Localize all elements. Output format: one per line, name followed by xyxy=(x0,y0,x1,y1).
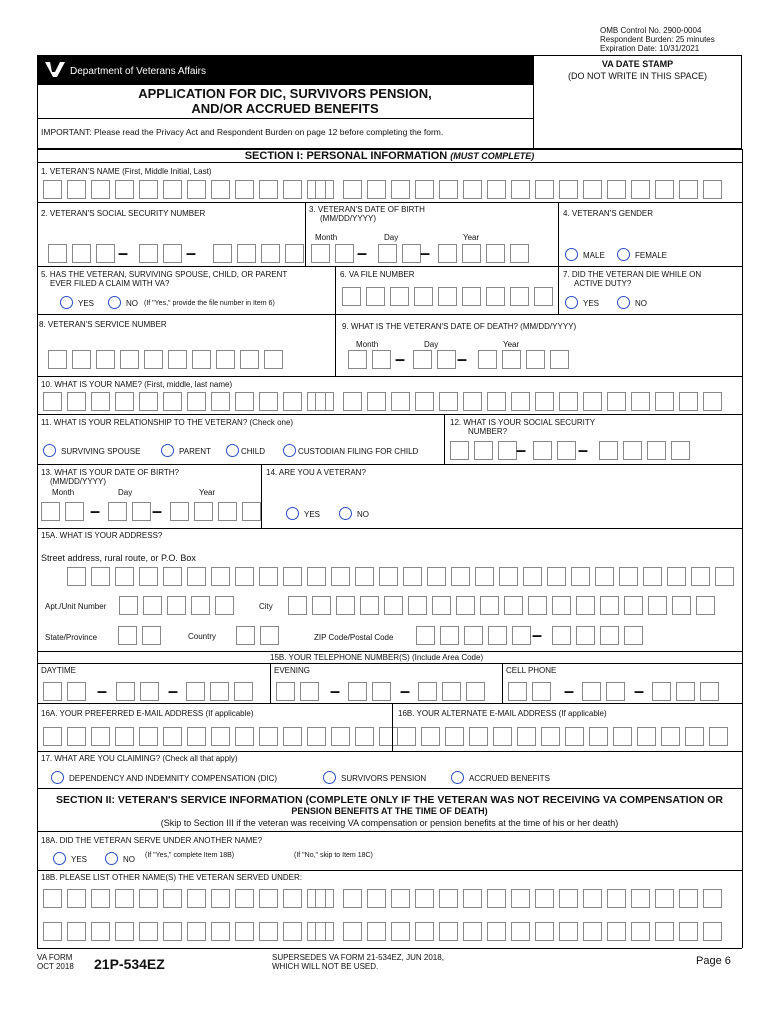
cdob-year-label: Year xyxy=(199,488,216,497)
item14-label: 14. ARE YOU A VETERAN? xyxy=(266,468,366,477)
item3-format: (MM/DD/YYYY) xyxy=(320,214,376,223)
claim-dic-checkbox[interactable] xyxy=(51,771,64,784)
daytime-phone-prefix[interactable] xyxy=(116,682,164,701)
claimant-dob-day[interactable] xyxy=(108,502,156,521)
claimant-first-name-field[interactable] xyxy=(43,392,331,411)
va-file-number-field[interactable] xyxy=(342,287,558,306)
item18a-yes-note: (If "Yes," complete Item 18B) xyxy=(145,852,235,859)
va-seal-icon xyxy=(44,60,66,78)
item17-label: 17. WHAT ARE YOU CLAIMING? (Check all that apply) xyxy=(41,754,238,763)
item16b-label: 16B. YOUR ALTERNATE E-MAIL ADDRESS (If applicable) xyxy=(398,709,607,718)
filed-claim-yes-label: YES xyxy=(78,299,95,308)
claimant-ssn-part1[interactable] xyxy=(450,441,522,460)
active-duty-no-radio[interactable] xyxy=(617,296,630,309)
claim-pension-checkbox[interactable] xyxy=(323,771,336,784)
claim-accrued-checkbox[interactable] xyxy=(451,771,464,784)
item18a-no-note: (If "No," skip to Item 18C) xyxy=(294,852,373,859)
cell-label: CELL PHONE xyxy=(506,666,557,675)
claimant-dob-year[interactable] xyxy=(170,502,266,521)
veteran-middle-initial-field[interactable] xyxy=(315,180,339,199)
claim-dic-label: DEPENDENCY AND INDEMNITY COMPENSATION (DIC) xyxy=(69,774,278,783)
veteran-dod-day[interactable] xyxy=(413,350,461,369)
item16a-label: 16A. YOUR PREFERRED E-MAIL ADDRESS (If applicable) xyxy=(41,709,254,718)
item8-label: 8. VETERAN'S SERVICE NUMBER xyxy=(39,320,167,329)
gender-male-label: MALE xyxy=(583,251,605,260)
is-veteran-yes-radio[interactable] xyxy=(286,507,299,520)
page-number: Page 6 xyxy=(696,955,731,967)
cell-phone-area[interactable] xyxy=(508,682,556,701)
zip-extension-field[interactable] xyxy=(552,626,648,645)
section1-title xyxy=(37,150,742,162)
claimant-ssn-part3[interactable] xyxy=(599,441,695,460)
other-name1-last[interactable] xyxy=(343,889,727,908)
apt-number-field[interactable] xyxy=(119,596,239,615)
is-veteran-no-radio[interactable] xyxy=(339,507,352,520)
veteran-dod-month[interactable] xyxy=(348,350,396,369)
veteran-dob-day[interactable] xyxy=(378,244,426,263)
item11-label: 11. WHAT IS YOUR RELATIONSHIP TO THE VETERAN? (Check one) xyxy=(41,418,294,427)
alternate-email-field[interactable] xyxy=(397,727,733,746)
other-name1-first[interactable] xyxy=(43,889,331,908)
veteran-dod-year[interactable] xyxy=(478,350,574,369)
state-field[interactable] xyxy=(118,626,166,645)
other-name2-first[interactable] xyxy=(43,922,331,941)
veteran-ssn-part1[interactable] xyxy=(48,244,120,263)
evening-phone-area[interactable] xyxy=(276,682,324,701)
veteran-dob-year[interactable] xyxy=(438,244,534,263)
rel-custodian-radio[interactable] xyxy=(283,444,296,457)
zip-label: ZIP Code/Postal Code xyxy=(314,633,394,642)
item12-label: 12. WHAT IS YOUR SOCIAL SECURITY xyxy=(450,418,596,427)
item5-label: 5. HAS THE VETERAN, SURVIVING SPOUSE, CHILD, OR PARENT xyxy=(41,270,288,279)
country-label: Country xyxy=(188,632,217,641)
footer-form-date: OCT 2018 xyxy=(37,962,74,971)
footer-supersedes: SUPERSEDES VA FORM 21-534EZ, JUN 2018, xyxy=(272,953,444,962)
rel-spouse-label: SURVIVING SPOUSE xyxy=(61,447,141,456)
claimant-ssn-part2[interactable] xyxy=(533,441,581,460)
country-field[interactable] xyxy=(236,626,284,645)
veteran-dob-month[interactable] xyxy=(311,244,359,263)
veteran-first-name-field[interactable] xyxy=(43,180,331,199)
other-name-no-radio[interactable] xyxy=(105,852,118,865)
footer-supersedes-2: WHICH WILL NOT BE USED. xyxy=(272,962,379,971)
active-duty-yes-radio[interactable] xyxy=(565,296,578,309)
filed-claim-no-label: NO xyxy=(126,299,138,308)
veteran-last-name-field[interactable] xyxy=(343,180,727,199)
item13-label: 13. WHAT IS YOUR DATE OF BIRTH? xyxy=(41,468,179,477)
gender-female-radio[interactable] xyxy=(617,248,630,261)
item1-label: 1. VETERAN'S NAME (First, Middle Initial, Last) xyxy=(41,167,212,176)
item2-label: 2. VETERAN'S SOCIAL SECURITY NUMBER xyxy=(41,209,206,218)
active-duty-no-label: NO xyxy=(635,299,647,308)
section1-label: SECTION I: PERSONAL INFORMATION xyxy=(244,150,448,162)
is-veteran-no-label: NO xyxy=(357,510,369,519)
other-name2-last[interactable] xyxy=(343,922,727,941)
is-veteran-yes-label: YES xyxy=(304,510,321,519)
filed-claim-no-radio[interactable] xyxy=(108,296,121,309)
item18b-label: 18B. PLEASE LIST OTHER NAME(S) THE VETERAN SERVED UNDER: xyxy=(41,873,302,882)
zip-code-field[interactable] xyxy=(416,626,536,645)
agency-name: Department of Veterans Affairs xyxy=(70,66,207,77)
evening-label: EVENING xyxy=(274,666,311,675)
footer-form-label: VA FORM xyxy=(37,953,73,962)
omb-control: OMB Control No. 2900-0004 xyxy=(600,26,702,35)
filed-claim-note: (If "Yes," provide the file number in Item 6) xyxy=(144,300,275,307)
dod-day-label: Day xyxy=(424,340,439,349)
dob-month-label: Month xyxy=(315,233,338,242)
state-label: State/Province xyxy=(45,633,98,642)
gender-male-radio[interactable] xyxy=(565,248,578,261)
daytime-phone-area[interactable] xyxy=(43,682,91,701)
item7-label-2: ACTIVE DUTY? xyxy=(574,279,632,288)
item6-label: 6. VA FILE NUMBER xyxy=(340,270,415,279)
daytime-label: DAYTIME xyxy=(41,666,76,675)
apt-label: Apt./Unit Number xyxy=(45,602,107,611)
active-duty-yes-label: YES xyxy=(583,299,600,308)
section2-note: (Skip to Section III if the veteran was receiving VA compensation or pension benefits at the time of his or her death) xyxy=(160,818,619,828)
item13-format: (MM/DD/YYYY) xyxy=(50,477,106,486)
filed-claim-yes-radio[interactable] xyxy=(60,296,73,309)
rel-parent-radio[interactable] xyxy=(161,444,174,457)
item7-label: 7. DID THE VETERAN DIE WHILE ON xyxy=(563,270,702,279)
veteran-ssn-part3[interactable] xyxy=(213,244,309,263)
evening-phone-line[interactable] xyxy=(418,682,490,701)
other-name-yes-label: YES xyxy=(71,855,88,864)
service-number-field[interactable] xyxy=(48,350,288,369)
other-name-yes-radio[interactable] xyxy=(53,852,66,865)
dod-month-label: Month xyxy=(356,340,379,349)
rel-child-label: CHILD xyxy=(241,447,266,456)
dob-year-label: Year xyxy=(463,233,480,242)
street-label: Street address, rural route, or P.O. Box xyxy=(41,553,196,563)
cell-phone-line[interactable] xyxy=(652,682,724,701)
section2-title-2: PENSION BENEFITS AT THE TIME OF DEATH) xyxy=(291,806,488,816)
claimant-dob-month[interactable] xyxy=(41,502,89,521)
item15a-label: 15A. WHAT IS YOUR ADDRESS? xyxy=(41,531,163,540)
item3-label: 3. VETERAN'S DATE OF BIRTH xyxy=(309,205,425,214)
city-field[interactable] xyxy=(288,596,720,615)
city-label: City xyxy=(259,602,273,611)
rel-parent-label: PARENT xyxy=(179,447,211,456)
item9-label: 9. WHAT IS THE VETERAN'S DATE OF DEATH? (MM/DD/YYYY) xyxy=(342,322,577,331)
omb-expiration: Expiration Date: 10/31/2021 xyxy=(600,44,700,53)
other-name1-middle[interactable] xyxy=(315,889,339,908)
street-address-field[interactable] xyxy=(67,567,739,586)
daytime-phone-line[interactable] xyxy=(186,682,258,701)
claim-pension-label: SURVIVORS PENSION xyxy=(341,774,427,783)
form-title-line1: APPLICATION FOR DIC, SURVIVORS PENSION, xyxy=(138,86,432,101)
claimant-last-name-field[interactable] xyxy=(343,392,727,411)
footer-form-number: 21P-534EZ xyxy=(94,956,165,972)
section1-note: (MUST COMPLETE) xyxy=(450,151,535,161)
claimant-middle-initial-field[interactable] xyxy=(315,392,339,411)
item12-label-2: NUMBER? xyxy=(468,427,508,436)
cdob-day-label: Day xyxy=(118,488,133,497)
section2-title: SECTION II: VETERAN'S SERVICE INFORMATION (COMPLETE ONLY IF THE VETERAN WAS NOT RECEIVING VA COMPENSATION OR xyxy=(56,794,723,806)
item10-label: 10. WHAT IS YOUR NAME? (First, middle, last name) xyxy=(41,380,233,389)
stamp-title: VA DATE STAMP xyxy=(601,59,674,69)
gender-female-label: FEMALE xyxy=(635,251,668,260)
cdob-month-label: Month xyxy=(52,488,75,497)
form-title-line2: AND/OR ACCRUED BENEFITS xyxy=(191,101,379,116)
item5-label-2: EVER FILED A CLAIM WITH VA? xyxy=(50,279,170,288)
item18a-label: 18A. DID THE VETERAN SERVE UNDER ANOTHER NAME? xyxy=(41,836,263,845)
important-note: IMPORTANT: Please read the Privacy Act and Respondent Burden on page 12 before completing the form. xyxy=(41,127,444,137)
item15b-label: 15B. YOUR TELEPHONE NUMBER(S) (Include Area Code) xyxy=(270,653,484,662)
preferred-email-field[interactable] xyxy=(43,727,403,746)
rel-child-radio[interactable] xyxy=(226,444,239,457)
dod-year-label: Year xyxy=(503,340,520,349)
omb-burden: Respondent Burden: 25 minutes xyxy=(600,35,715,44)
other-name2-middle[interactable] xyxy=(315,922,339,941)
veteran-ssn-part2[interactable] xyxy=(139,244,187,263)
evening-phone-prefix[interactable] xyxy=(348,682,396,701)
rel-custodian-label: CUSTODIAN FILING FOR CHILD xyxy=(298,447,419,456)
claim-accrued-label: ACCRUED BENEFITS xyxy=(469,774,550,783)
other-name-no-label: NO xyxy=(123,855,135,864)
stamp-note: (DO NOT WRITE IN THIS SPACE) xyxy=(567,71,707,81)
cell-phone-prefix[interactable] xyxy=(582,682,630,701)
item4-label: 4. VETERAN'S GENDER xyxy=(563,209,653,218)
dob-day-label: Day xyxy=(384,233,399,242)
rel-spouse-radio[interactable] xyxy=(43,444,56,457)
